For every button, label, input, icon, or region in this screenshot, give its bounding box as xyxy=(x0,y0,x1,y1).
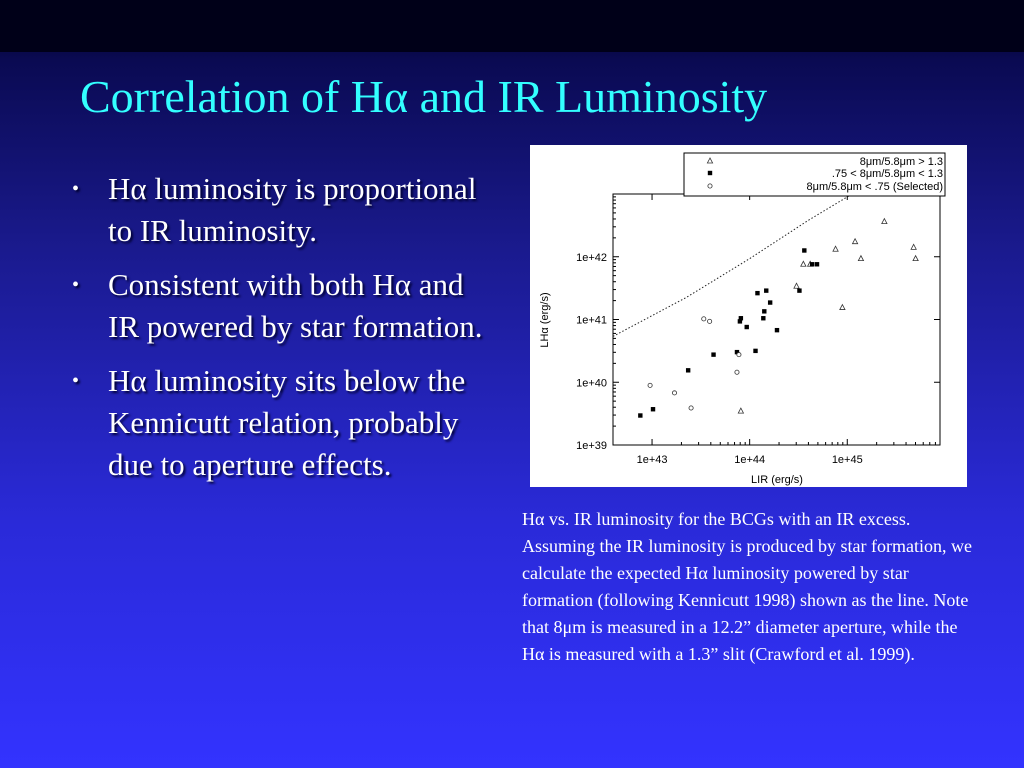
square-point xyxy=(753,349,757,353)
bullet-text: Consistent with both Hα and IR powered by star formation. xyxy=(108,267,483,344)
triangle-point xyxy=(794,283,799,288)
x-tick-label: 1e+43 xyxy=(636,454,668,466)
circle-point xyxy=(708,319,712,323)
axis-ticks xyxy=(576,194,940,466)
square-point xyxy=(802,248,806,252)
square-point xyxy=(815,262,819,266)
legend-label: .75 < 8μm/5.8μm < 1.3 xyxy=(831,168,943,180)
y-tick-label: 1e+42 xyxy=(576,251,607,264)
legend-label: 8μm/5.8μm > 1.3 xyxy=(859,156,943,168)
circle-point xyxy=(648,383,652,387)
y-tick-label: 1e+41 xyxy=(576,314,607,327)
scatter-chart xyxy=(530,145,967,487)
triangle-point xyxy=(852,239,857,244)
chart-frame xyxy=(613,194,940,445)
triangle-point xyxy=(840,305,845,310)
slide-title: Correlation of Hα and IR Luminosity xyxy=(80,71,768,122)
x-tick-label: 1e+44 xyxy=(734,454,766,466)
triangle-point xyxy=(913,256,918,261)
triangle-point xyxy=(738,408,743,413)
x-axis-label: LIR (erg/s) xyxy=(751,474,803,486)
y-axis-label: LHα (erg/s) xyxy=(539,292,551,348)
bullet-text: Hα luminosity sits below the Kennicutt relation, probably due to aperture effects. xyxy=(108,363,466,482)
chart-svg xyxy=(530,145,967,487)
data-points xyxy=(638,219,918,418)
bullet-list xyxy=(72,168,492,498)
square-point xyxy=(810,262,814,266)
triangle-point xyxy=(882,219,887,224)
square-point xyxy=(686,368,690,372)
circle-point xyxy=(708,184,712,188)
square-point xyxy=(708,171,712,175)
bullet-item xyxy=(72,360,492,486)
bullet-dot-icon: • xyxy=(72,178,80,200)
circle-point xyxy=(735,370,739,374)
bullet-item xyxy=(72,168,492,252)
square-point xyxy=(764,288,768,292)
square-point xyxy=(762,309,766,313)
square-point xyxy=(755,291,759,295)
square-point xyxy=(711,352,715,356)
square-point xyxy=(768,300,772,304)
figure-caption: Hα vs. IR luminosity for the BCGs with an IR excess. Assuming the IR luminosity is produced by star formation, we calculate the expected Hα luminosity powered by star formation (following Kennicutt 1998) shown as the line. Note that 8μm is measured in a 12.2” diameter aperture, while the Hα is measured with a 1.3” slit (Crawford et al. 1999). xyxy=(522,509,972,664)
circle-point xyxy=(672,391,676,395)
circle-point xyxy=(689,406,693,410)
bullet-item xyxy=(72,264,492,348)
square-point xyxy=(745,325,749,329)
bullet-text: Hα luminosity is proportional to IR luminosity. xyxy=(108,171,477,248)
plot-frame xyxy=(613,194,940,445)
triangle-point xyxy=(801,261,806,266)
triangle-point xyxy=(833,246,838,251)
square-point xyxy=(797,288,801,292)
triangle-point xyxy=(911,244,916,249)
circle-point xyxy=(737,353,741,357)
circle-point xyxy=(702,317,706,321)
triangle-point xyxy=(858,256,863,261)
y-tick-label: 1e+39 xyxy=(576,440,607,452)
x-tick-label: 1e+45 xyxy=(831,454,863,466)
square-point xyxy=(638,413,642,417)
bullet-dot-icon: • xyxy=(72,274,80,296)
top-band xyxy=(0,0,1024,52)
square-point xyxy=(651,407,655,411)
square-point xyxy=(739,316,743,320)
legend-label: 8μm/5.8μm < .75 (Selected) xyxy=(806,181,943,193)
y-tick-label: 1e+40 xyxy=(576,377,607,390)
square-point xyxy=(761,316,765,320)
bullet-dot-icon: • xyxy=(72,370,80,392)
square-point xyxy=(775,328,779,332)
chart-legend xyxy=(684,153,945,196)
